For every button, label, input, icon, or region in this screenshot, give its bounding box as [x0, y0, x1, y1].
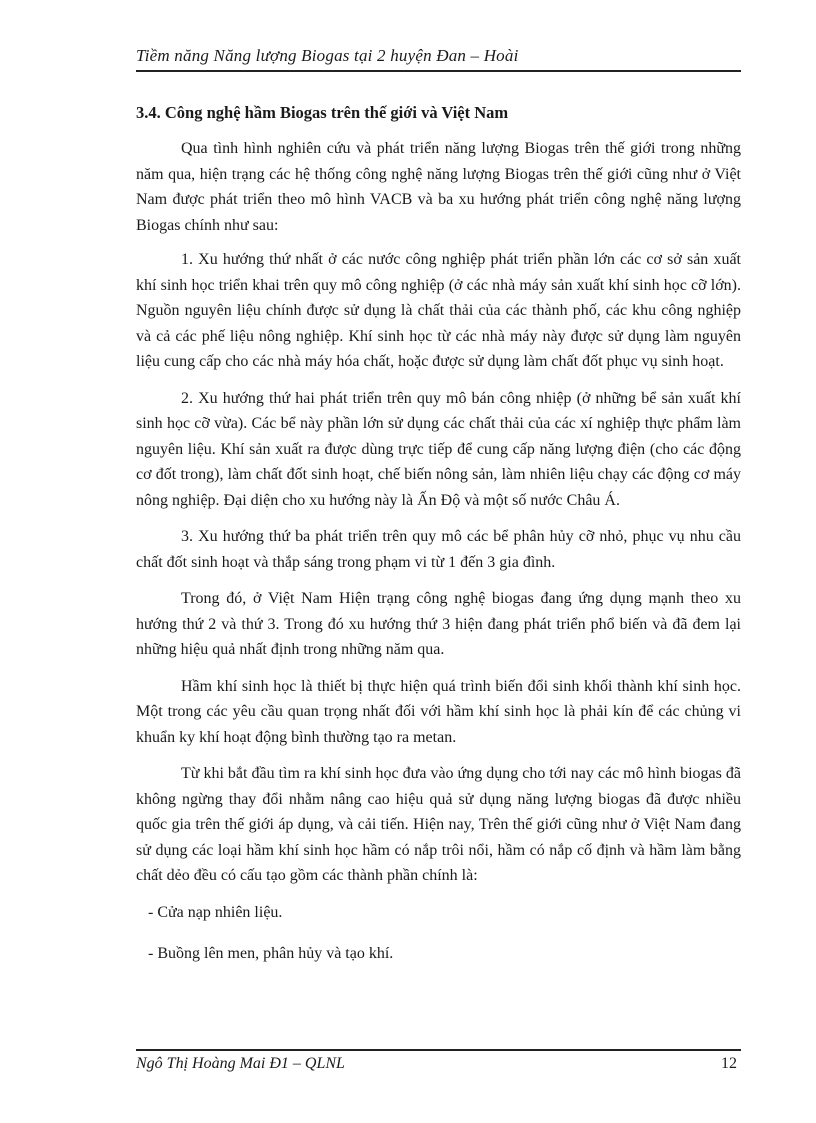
page-number: 12	[721, 1055, 737, 1072]
section-heading: 3.4. Công nghệ hầm Biogas trên thế giới và Việt Nam	[136, 103, 509, 122]
paragraph-digester: Hầm khí sinh học là thiết bị thực hiện quá trình biến đổi sinh khối thành khí sinh học. Một trong các yêu cầu quan trọng nhất đối với hầm khí sinh học là phải kín để các chủng vi khuẩn ky khí hoạt động bình thường tạo ra metan.	[136, 677, 741, 746]
bullet-item: - Cửa nạp nhiên liệu.	[148, 903, 283, 921]
paragraph-models: Từ khi bắt đầu tìm ra khí sinh học đưa vào ứng dụng cho tới nay các mô hình biogas đã không ngừng thay đổi nhằm nâng cao hiệu quả sử dụng năng lượng biogas đã được nhiều quốc gia trên thế giới áp dụng, và cải tiến. Hiện nay, Trên thế giới cũng như ở Việt Nam đang sử dụng các loại hầm khí sinh học hầm có nắp trôi nổi, hầm có nắp cố định và hầm làm bằng chất dẻo đều có cấu tạo gồm các thành phần chính là:	[136, 765, 741, 884]
paragraph-trend-3: 3. Xu hướng thứ ba phát triển trên quy mô các bể phân hủy cỡ nhỏ, phục vụ nhu cầu chất đốt sinh hoạt và thắp sáng trong phạm vi từ 1 đến 3 gia đình.	[136, 528, 741, 571]
paragraph-vietnam: Trong đó, ở Việt Nam Hiện trạng công nghệ biogas đang ứng dụng mạnh theo xu hướng thứ 2 và thứ 3. Trong đó xu hướng thứ 3 hiện đang phát triển phổ biến và đã đem lại những hiệu quả nhất định trong những năm qua.	[136, 590, 741, 658]
header-title: Tiềm năng Năng lượng Biogas tại 2 huyện Đan – Hoài	[136, 46, 519, 65]
bullet-item: - Buồng lên men, phân hủy và tạo khí.	[148, 945, 394, 962]
page-footer	[136, 1049, 741, 1073]
page-header	[136, 46, 741, 72]
paragraph-trend-1: 1. Xu hướng thứ nhất ở các nước công nghiệp phát triển phần lớn các cơ sở sản xuất khí sinh học triển khai trên quy mô công nghiệp (ở các nhà máy sản xuất khí sinh học cỡ lớn). Nguồn nguyên liệu chính được sử dụng là chất thải của các thành phố, các khu công nghiệp và cả các phế liệu nông nghiệp. Khí sinh học từ các nhà máy này được sử dụng làm nguyên liệu cung cấp cho các nhà máy hóa chất, hoặc được sử dụng làm chất đốt phục vụ sinh hoạt.	[136, 251, 741, 370]
footer-author: Ngô Thị Hoàng Mai Đ1 – QLNL	[136, 1055, 345, 1072]
paragraph-trend-2: 2. Xu hướng thứ hai phát triển trên quy mô bán công nhiệp (ở những bể sản xuất khí sinh học cỡ vừa). Các bể này phần lớn sử dụng các chất thải của các xí nghiệp thực phẩm làm nguyên liệu. Khí sản xuất ra được dùng trực tiếp để cung cấp năng lượng điện (cho các động cơ đốt trong), làm chất đốt sinh hoạt, chế biến nông sản, làm nhiên liệu chạy các động cơ máy nông nghiệp. Đại diện cho xu hướng này là Ấn Độ và một số nước Châu Á.	[136, 389, 741, 509]
paragraph-intro: Qua tình hình nghiên cứu và phát triển năng lượng Biogas trên thế giới trong những năm qua, hiện trạng các hệ thống công nghệ năng lượng Biogas trên thế giới cũng như ở Việt Nam được phát triển theo mô hình VACB và ba xu hướng phát triển công nghệ năng lượng Biogas chính như sau:	[136, 140, 741, 234]
page-content	[136, 100, 741, 983]
